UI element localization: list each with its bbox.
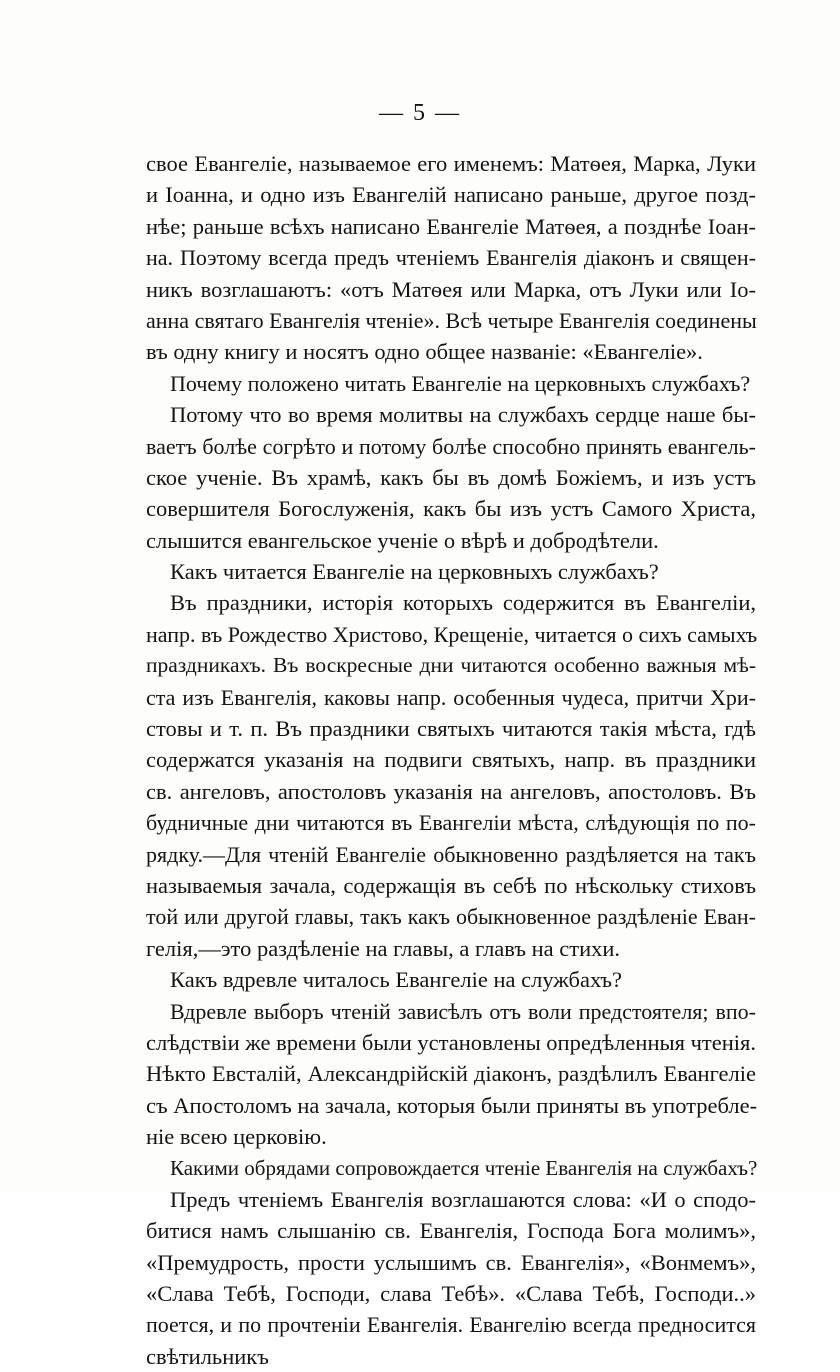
text-line: гелія,—это раздѣленіе на главы, а главъ на стихи. — [146, 935, 621, 961]
text-line: «Премудрость, прости услышимъ св. Евангелія», «Вонмемъ», — [146, 1249, 756, 1275]
text-line: поется, и по прочтеніи Евангелія. Евангелію всегда предносится — [146, 1312, 756, 1338]
text-line: слѣдствіи же времени были установлены опредѣленныя чтенія. — [146, 1029, 756, 1055]
text-line: Въ праздники, исторія которыхъ содержится въ Евангеліи, — [170, 590, 756, 616]
text-line: Почему положено читать Евангеліе на церковныхъ службахъ? — [170, 370, 751, 396]
text-line: на. Поэтому всегда предъ чтеніемъ Евангелія діаконъ и священ- — [146, 245, 756, 271]
text-line: праздникахъ. Въ воскресные дни читаются особенно важныя мѣ- — [146, 653, 756, 678]
text-line: св. ангеловъ, апостоловъ указанія на ангеловъ, апостоловъ. Въ — [146, 778, 756, 804]
text-line: слышится евангельское ученіе о вѣрѣ и добродѣтели. — [146, 527, 659, 553]
text-line: стовы и т. п. Въ праздники святыхъ читаются такія мѣста, гдѣ — [146, 716, 756, 742]
text-line: содержатся указанія на подвиги святыхъ, напр. въ праздники — [146, 747, 756, 773]
text-line: Предъ чтеніемъ Евангелія возглашаются слова: «И о сподо- — [170, 1186, 756, 1212]
text-line: свое Евангеліе, называемое его именемъ: Матѳея, Марка, Луки — [146, 151, 756, 176]
text-line: нѣе; раньше всѣхъ написано Евангеліе Матѳея, а позднѣе Іоан- — [146, 213, 756, 239]
text-line: той или другой главы, такъ какъ обыкновенное раздѣленіе Еван- — [146, 904, 756, 930]
text-line: Какъ вдревле читалось Евангеліе на службахъ? — [170, 967, 622, 993]
text-line: ніе всею церковію. — [146, 1124, 327, 1150]
text-line: свѣтильникъ — [146, 1343, 269, 1369]
text-line: никъ возглашаютъ: «отъ Матѳея или Марка, отъ Луки или Іо- — [146, 276, 756, 302]
text-line: Нѣкто Евсталій, Александрійскій діаконъ, раздѣлилъ Евангеліе — [146, 1061, 756, 1087]
text-line: будничные дни читаются въ Евангеліи мѣста, слѣдующія по по- — [146, 810, 756, 836]
page-number-header: — 5 — — [379, 100, 461, 126]
text-line: ваетъ болѣе согрѣто и потому болѣе способно принять евангель- — [146, 433, 756, 459]
text-line: битися намъ слышанію св. Евангелія, Господа Бога молимъ», — [146, 1218, 756, 1244]
text-line: совершителя Богослуженія, какъ бы изъ устъ Самого Христа, — [146, 496, 756, 522]
text-line: ское ученіе. Въ храмѣ, какъ бы въ домѣ Божіемъ, и изъ устъ — [146, 464, 756, 490]
text-line: рядку.—Для чтеній Евангеліе обыкновенно раздѣляется на такъ — [146, 841, 756, 867]
text-line: напр. въ Рождество Христово, Крещеніе, читается о сихъ самыхъ — [146, 621, 758, 647]
text-line: ста изъ Евангелія, каковы напр. особенныя чудеса, притчи Хри- — [146, 684, 756, 710]
text-line: Вдревле выборъ чтеній зависѣлъ отъ воли предстоятеля; впо- — [170, 998, 756, 1024]
text-line: анна святаго Евангелія чтеніе». Всѣ четыре Евангелія соединены — [146, 307, 757, 333]
text-line: Какъ читается Евангеліе на церковныхъ службахъ? — [170, 559, 659, 585]
text-line: называемыя зачала, содержащія въ себѣ по нѣскольку стиховъ — [146, 872, 756, 898]
text-line: въ одну книгу и носятъ одно общее названіе: «Евангеліе». — [146, 339, 703, 365]
text-line: Какими обрядами сопровождается чтеніе Евангелія на службахъ? — [170, 1155, 758, 1180]
text-line: Потому что во время молитвы на службахъ сердце наше бы- — [170, 402, 756, 428]
text-line: «Слава Тебѣ, Господи, слава Тебѣ». «Слава Тебѣ, Господи..» — [146, 1281, 756, 1307]
text-line: съ Апостоломъ на зачала, которыя были приняты въ употребле- — [146, 1092, 758, 1118]
text-line: и Іоанна, и одно изъ Евангелій написано раньше, другое позд- — [146, 182, 756, 208]
body-text — [146, 148, 756, 1372]
